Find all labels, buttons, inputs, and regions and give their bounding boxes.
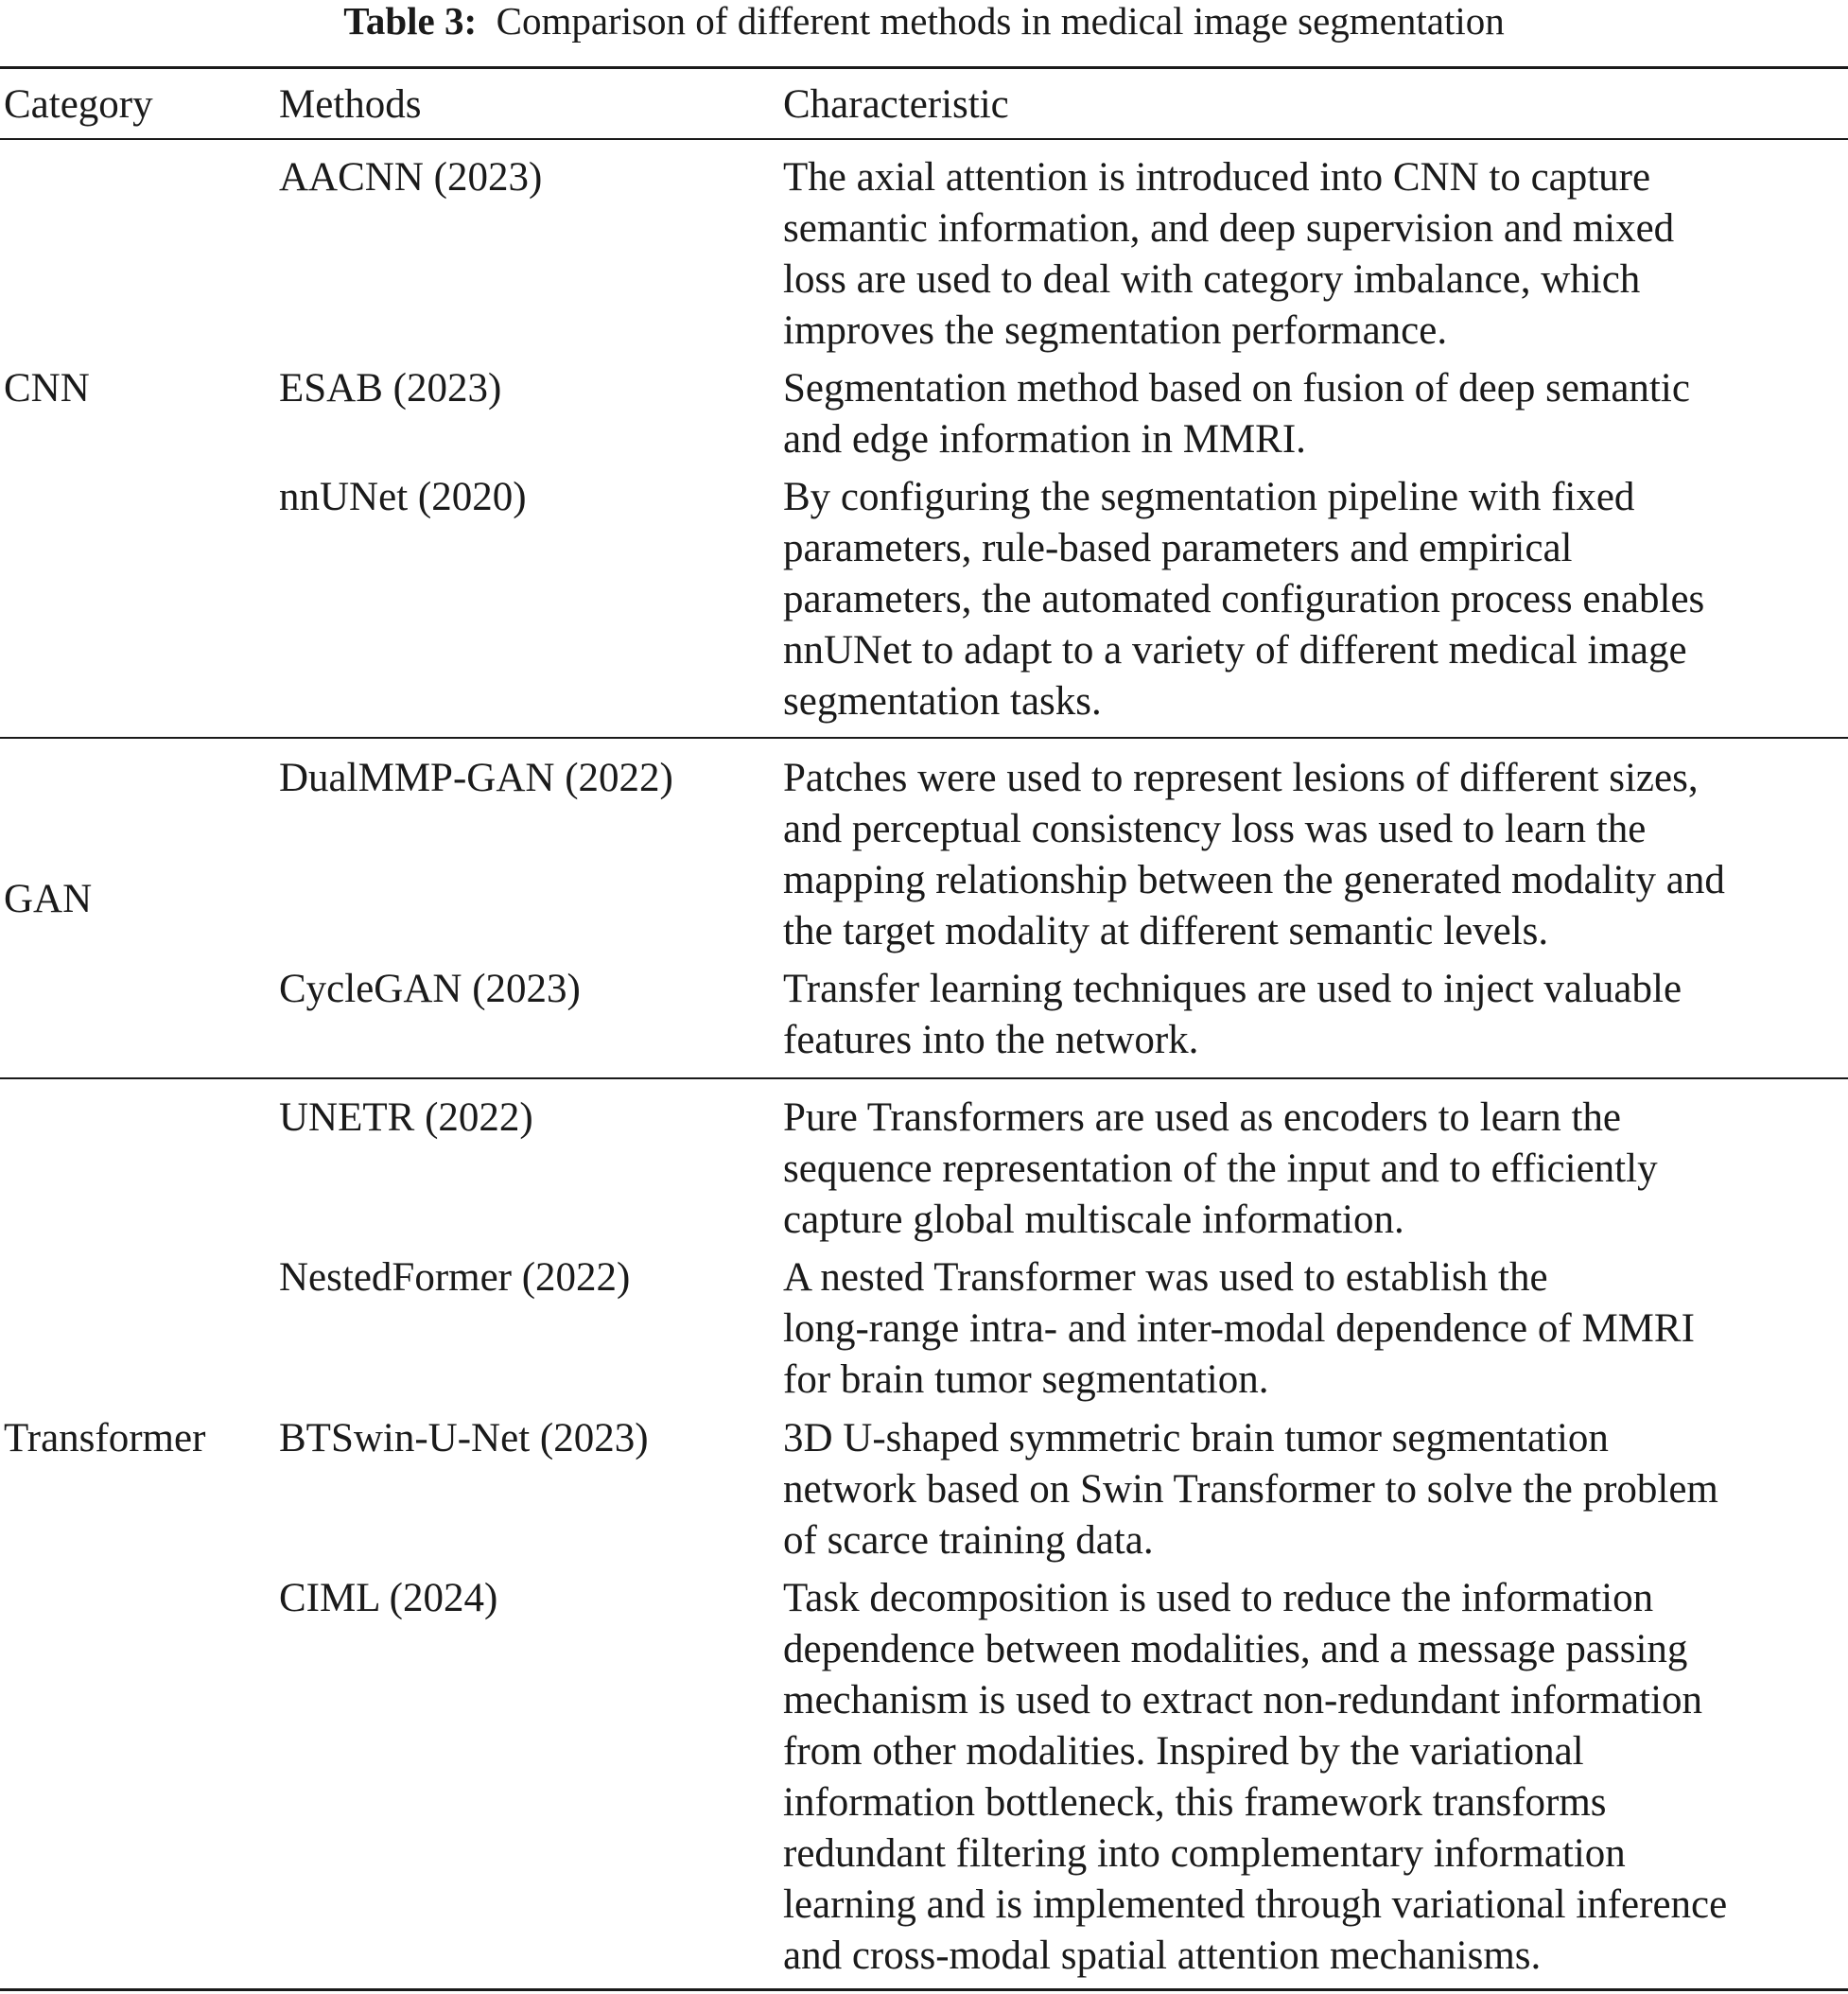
characteristic-cell [783,472,1846,727]
characteristic-cell [783,1093,1846,1246]
category-transformer: Transformer [4,1416,206,1461]
characteristic-line: redundant filtering into complementary information [783,1831,1626,1876]
characteristic-cell [783,1413,1846,1566]
characteristic-line: parameters, rule-based parameters and empirical [783,526,1573,570]
characteristic-line: and perceptual consistency loss was used to learn the [783,807,1647,851]
method-cell: AACNN (2023) [279,155,543,200]
header-rule [0,138,1848,140]
characteristic-line: 3D U-shaped symmetric brain tumor segmentation [783,1416,1609,1461]
method-cell: NestedFormer (2022) [279,1255,631,1300]
characteristic-line: mechanism is used to extract non-redundant information [783,1678,1703,1723]
table-caption [0,0,1848,42]
characteristic-line: and edge information in MMRI. [783,417,1306,462]
characteristic-line: Transfer learning techniques are used to inject valuable [783,967,1682,1011]
characteristic-line: mapping relationship between the generated modality and [783,858,1725,902]
characteristic-cell [783,753,1846,957]
characteristic-line: Patches were used to represent lesions of different sizes, [783,756,1699,800]
group-rule [0,737,1848,739]
characteristic-line: A nested Transformer was used to establish the [783,1255,1548,1300]
method-cell: UNETR (2022) [279,1095,533,1140]
characteristic-line: information bottleneck, this framework transforms [783,1780,1607,1825]
category-gan: GAN [4,877,93,921]
characteristic-cell [783,363,1846,465]
header-category: Category [4,82,153,127]
characteristic-line: The axial attention is introduced into CNN to capture [783,155,1651,200]
characteristic-line: features into the network. [783,1018,1199,1062]
method-cell: ESAB (2023) [279,366,502,411]
method-cell: DualMMP-GAN (2022) [279,756,673,800]
method-cell: BTSwin-U-Net (2023) [279,1416,649,1461]
characteristic-line: of scarce training data. [783,1518,1154,1563]
characteristic-line: capture global multiscale information. [783,1198,1404,1242]
characteristic-line: Task decomposition is used to reduce the information [783,1576,1654,1620]
header-methods: Methods [279,82,422,127]
characteristic-line: improves the segmentation performance. [783,308,1448,353]
table-caption-label: Table 3: [343,0,478,43]
characteristic-line: semantic information, and deep supervision and mixed [783,206,1675,251]
characteristic-line: from other modalities. Inspired by the variational [783,1729,1584,1774]
characteristic-line: long-range intra- and inter-modal dependence of MMRI [783,1306,1695,1351]
characteristic-line: sequence representation of the input and to efficiently [783,1146,1658,1191]
characteristic-line: Segmentation method based on fusion of deep semantic [783,366,1690,411]
characteristic-line: Pure Transformers are used as encoders to learn the [783,1095,1622,1140]
characteristic-line: nnUNet to adapt to a variety of different medical image [783,628,1687,673]
characteristic-cell [783,964,1846,1066]
characteristic-line: learning and is implemented through variational inference [783,1882,1728,1927]
characteristic-line: segmentation tasks. [783,679,1102,724]
characteristic-line: and cross-modal spatial attention mechanisms. [783,1933,1542,1978]
characteristic-line: By configuring the segmentation pipeline with fixed [783,475,1635,519]
method-cell: CycleGAN (2023) [279,967,581,1011]
table-bottom-rule [0,1988,1848,1991]
characteristic-cell [783,152,1846,357]
group-rule [0,1077,1848,1079]
characteristic-line: dependence between modalities, and a message passing [783,1627,1688,1671]
characteristic-line: loss are used to deal with category imbalance, which [783,257,1641,302]
characteristic-line: for brain tumor segmentation. [783,1357,1269,1402]
characteristic-cell [783,1573,1846,1982]
characteristic-cell [783,1252,1846,1406]
header-characteristic: Characteristic [783,82,1009,127]
characteristic-line: parameters, the automated configuration process enables [783,577,1705,621]
category-cnn: CNN [4,366,90,411]
table-caption-text: Comparison of different methods in medical image segmentation [496,0,1505,43]
characteristic-line: the target modality at different semantic levels. [783,909,1549,953]
table-top-rule [0,66,1848,69]
method-cell: CIML (2024) [279,1576,498,1620]
characteristic-line: network based on Swin Transformer to solve the problem [783,1467,1718,1512]
method-cell: nnUNet (2020) [279,475,527,519]
